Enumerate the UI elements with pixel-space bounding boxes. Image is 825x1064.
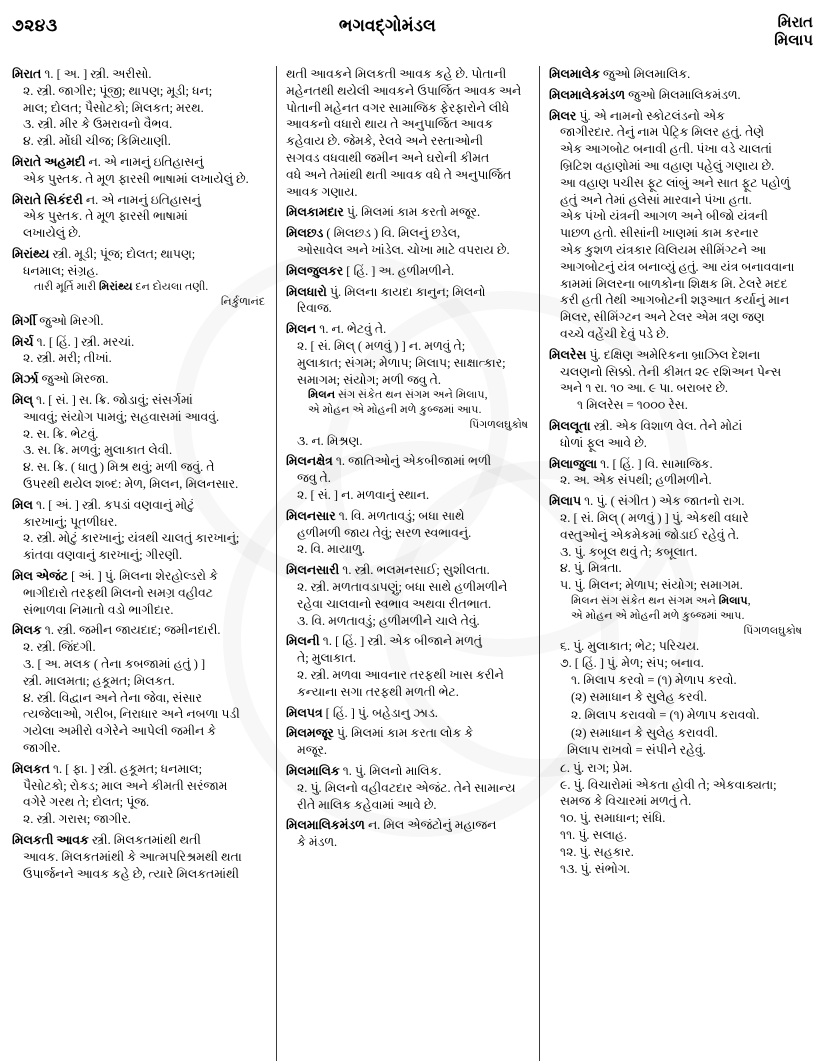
- entry-line: ચલણનો સિક્કો. તેની કીમત ૨૯ રશિઅન પેન્સ: [560, 364, 782, 379]
- entry-line: મિલલૂતા સ્ત્રી. એક વિશાળ વેલ. તેને મોટાં: [549, 418, 743, 433]
- entry-line: આવકનો વધારો થાય તે અનુપાર્જિત આવક: [286, 117, 493, 132]
- headword[interactable]: મિલમજૂર: [286, 726, 334, 741]
- entry-line: લખાયેલું છે.: [23, 226, 81, 241]
- entry-line: આવવું; સંયોગ પામવું; સહવાસમાં આવવું.: [23, 409, 220, 424]
- headword[interactable]: મિલક: [12, 623, 42, 638]
- headword[interactable]: મિરાતે અહમદી: [12, 154, 86, 169]
- entry-line: મજૂર.: [297, 743, 327, 758]
- dictionary-entry[interactable]: [286, 633, 530, 700]
- entry-line: મિલનસારી ૧. સ્ત્રી. ભલમનસાઈ; સુશીલતા.: [286, 563, 490, 578]
- dictionary-entry[interactable]: [286, 204, 530, 221]
- idiom-equation: ૧. મિલાપ કરવો = (૧) મેળાપ કરવો.: [571, 672, 737, 687]
- headword[interactable]: મિલ એજંટ: [12, 569, 69, 584]
- entry-line: કારખાનું; પૂતળીઘર.: [23, 514, 118, 529]
- headword[interactable]: મિલનસારી: [286, 563, 340, 578]
- entry-line: ૩. પું. કબૂલ થવું તે; કબૂલાત.: [560, 544, 698, 559]
- entry-line: પોતાની મહેનત વગર સામાજિક ફેરફારોને લીધે: [286, 100, 510, 115]
- dictionary-entry[interactable]: [12, 66, 267, 150]
- dictionary-entry[interactable]: [286, 817, 530, 851]
- dictionary-entry[interactable]: [286, 562, 530, 629]
- entry-line: મિલ એજંટ [ અં. ] પું. મિલના શેરહોલ્ડરો કે: [12, 569, 218, 584]
- entry-line: એક પુસ્તક. તે મૂળ ફારસી ભાષામાં: [23, 209, 188, 224]
- entry-line: જાગીર.: [23, 740, 61, 755]
- entry-line: મિલરેસ પું. દક્ષિણ અમેરિકના બ્રાઝિલ દેશના: [549, 347, 761, 362]
- entry-line: ધનમાલ; સંગ્રહ.: [23, 263, 99, 278]
- running-head: [717, 14, 813, 51]
- headword[interactable]: મિલમાલેકમંડળ: [549, 87, 626, 102]
- entry-line: હળીમળી જાય તેવું; સરળ સ્વભાવનું.: [297, 525, 472, 540]
- verse-line: એ મોહન એ મોહની મળે કુબ્જમાં આપ.: [571, 609, 745, 622]
- entry-line: સમાગમ; સંયોગ; મળી જવુ તે.: [297, 372, 441, 387]
- dictionary-entry[interactable]: [286, 763, 530, 813]
- dictionary-entry[interactable]: [12, 313, 267, 330]
- entry-spacer: [12, 882, 267, 886]
- dictionary-entry[interactable]: [12, 497, 267, 564]
- entry-line: મિરાત ૧. [ અ. ] સ્ત્રી. અરીસો.: [12, 67, 152, 81]
- headword[interactable]: મિર્ગી: [12, 313, 37, 328]
- dictionary-entry[interactable]: [12, 568, 267, 618]
- entry-line: મિલની ૧. [ હિં. ] સ્ત્રી. એક બીજાને મળતું: [286, 634, 482, 649]
- entry-line: વધે અને તેમાંથી થતી આવક વધે તે અનુપાર્જિત: [286, 167, 512, 182]
- entry-line: મિલાજુલા ૧. [ હિં. ] વિ. સામાજિક.: [549, 456, 713, 471]
- entry-line: મિલનસાર ૧. વિ. મળતાવડું; બધા સાથે: [286, 508, 465, 523]
- entry-line: ૨. સ્ત્રી. મળતાવડાપણું; બધા સાથે હળીમળીને: [297, 580, 508, 595]
- entry-line: ૩. [ અ. મલક ( તેના કબજામાં હતું ) ]: [23, 657, 206, 671]
- headword[interactable]: મિલર: [549, 108, 577, 123]
- entry-line: કન્યાના સગા તરફથી મળતી ભેટ.: [297, 684, 459, 699]
- entry-line: ત્યજેલાઓ, ગરીબ, નિરાધાર અને નબળા પડી: [23, 707, 240, 722]
- entry-line: મિલક ૧. સ્ત્રી. જમીન જાયદાદ; જમીનદારી.: [12, 623, 221, 638]
- dictionary-entry[interactable]: [549, 66, 804, 83]
- headword[interactable]: મિલન: [286, 322, 317, 337]
- entry-line: વચ્ચે વહેંચી દેવું પડે છે.: [560, 326, 669, 341]
- headword[interactable]: મિલલૂતા: [549, 418, 591, 433]
- entry-line: મિલકતી આવક સ્ત્રી. મિલકતમાંથી થતી: [12, 832, 201, 847]
- entry-line: મિલમાલિકમંડળ ન. મિલ એજંટોનું મહાજન: [286, 818, 497, 833]
- entry-line: એક પુસ્તક. તે મૂળ ફારસી ભાષામાં લખાયેલું છે.: [23, 171, 249, 186]
- dictionary-entry[interactable]: [12, 246, 267, 309]
- headword[interactable]: મિલધારો: [286, 284, 327, 299]
- idiom-equation: (૨) સમાધાન કે સુલેહ કરવી.: [571, 690, 707, 705]
- dictionary-entry[interactable]: [12, 154, 267, 188]
- headword[interactable]: મિલકતી આવક: [12, 832, 89, 847]
- entry-line: સ્ત્રી. માલમતા; હકૂમત; મિલકત.: [23, 673, 175, 688]
- verse-line: મિલન સંગ સંકેત થન સંગમ અને મિલાપ,: [571, 594, 751, 607]
- entry-line: મિલકત ૧. [ ફા. ] સ્ત્રી. હકૂમત; ધનમાલ;: [12, 761, 203, 776]
- headword[interactable]: મિલનસાર: [286, 508, 336, 523]
- entry-line: ધોળાં ફૂલ આવે છે.: [560, 435, 647, 450]
- headword[interactable]: મિલ: [12, 497, 33, 512]
- entry-line: મિલકામદાર પું. મિલમાં કામ કરતો મજૂર.: [286, 205, 481, 220]
- dictionary-entry[interactable]: [12, 371, 267, 388]
- entry-line: ૨. [ સં. મિલ્ ( મળવું ) ] ન. મળવું તે;: [297, 338, 466, 353]
- headword[interactable]: મિલની: [286, 634, 320, 649]
- entry-line: મિલપત્ર [ હિં. ] પું. બહેડાનુ ઝાડ.: [286, 705, 438, 720]
- entry-line: મિલર, સીમિંગ્ટન અને ટેલર એમ ત્રણ જણ: [560, 310, 765, 325]
- entry-line: ઓસાવેલ અને ખાંડેલ. ચોખા માટે વપરાય છે.: [297, 242, 510, 257]
- headword[interactable]: મિલમાલિકમંડળ: [286, 818, 365, 833]
- text-columns: [12, 66, 813, 1061]
- entry-line: ૫. પું. મિલન; મેળાપ; સંયોગ; સમાગમ.: [560, 578, 743, 593]
- running-head-last-entry: મિલાપ: [774, 33, 813, 50]
- headword[interactable]: મિલાજુલા: [549, 456, 598, 471]
- verse-line: એ મોહન એ મોહની મળે કુબ્જમાં આપ.: [308, 404, 482, 417]
- entry-line: ૩. સ. ક્રિ. મળવું; મુલાકાત લેવી.: [23, 443, 173, 458]
- idiom-equation: મિલાપ રાખવો = સંપીને રહેવું.: [567, 743, 706, 758]
- citation-source: પિંગળલઘુકોષ: [743, 624, 802, 637]
- quoted-verse: [549, 594, 804, 624]
- entry-line: બ્રિટિશ વહાણોમાં આ વહાણ પહેલું ગણાય છે.: [560, 158, 775, 173]
- headword[interactable]: મિલજુલકર: [286, 263, 344, 278]
- entry-line: ૧૩. પું. સંભોગ.: [560, 861, 630, 876]
- entry-line: વસ્તુઓનું એકમેકમાં જોડાઈ રહેવું તે.: [560, 527, 740, 542]
- entry-line: મિર્ઝા જુઓ મિરજા.: [12, 372, 109, 387]
- entry-line: રિવાજ.: [297, 301, 332, 316]
- entry-line: જવુ તે.: [297, 471, 331, 486]
- dictionary-entry[interactable]: [12, 392, 267, 493]
- entry-line: આવક ગણાય.: [286, 184, 358, 199]
- entry-line: ૧૧. પું. સલાહ.: [560, 828, 627, 843]
- headword[interactable]: મિલકત: [12, 761, 50, 776]
- entry-line: ૨. વિ. માયાળુ.: [297, 542, 365, 557]
- entry-line: સમજ કે વિચારમાં મળતું તે.: [560, 794, 692, 809]
- entry-line: ઉપરથી થયેલ શબ્દ: મેળ, મિલન, મિલનસાર.: [23, 477, 239, 492]
- entry-line: ગયેલા અમીરો વગેરેને આપેલી જમીન કે: [23, 724, 217, 739]
- page-header: [12, 14, 813, 64]
- entry-line: મિલમાલિક ૧. પું. મિલનો માલિક.: [286, 763, 442, 778]
- citation-source: નિર્કુળાનંદ: [220, 295, 265, 308]
- entry-line: મિલમાલેક જુઓ મિલમાલિક.: [549, 67, 691, 81]
- entry-line: પૈસોટકો; રોકડ; માલ અને કીમતી સરંજામ: [23, 778, 228, 793]
- entry-line: ભાગીદારો તરફથી મિલનો સમગ્ર વહીવટ: [23, 585, 213, 600]
- page-number: ૭૨૪૩: [12, 16, 58, 35]
- entry-line: ૨. સ. ક્રિ. ભેટવું.: [23, 426, 99, 441]
- entry-line: મિલછડ ( મિલછડ ) વિ. મિલનું છડેલ,: [286, 226, 461, 241]
- entry-line: કે મંડળ.: [297, 835, 338, 850]
- dictionary-entry[interactable]: [12, 622, 267, 756]
- idiom-equation: (૨) સમાધાન કે સુલેહ કરાવવી.: [571, 725, 718, 740]
- entry-line: માલ; દોલત; પૈસોટકો; મિલકત; મરથ.: [23, 100, 204, 115]
- headword[interactable]: મિલ્: [12, 393, 33, 408]
- entry-line: થતી આવકને મિલકતી આવક કહે છે. પોતાની: [286, 67, 507, 81]
- verse-line: તારી મૂર્તિ મારી મિરાંથ્ય દન દોયલા તણી.: [34, 280, 209, 293]
- dictionary-entry[interactable]: [286, 508, 530, 558]
- entry-line: જાગીરદાર. તેનું નામ પેટ્રિક મિલર હતું. તેણે: [560, 125, 765, 140]
- entry-line: મિર્ગી જુઓ મિરગી.: [12, 313, 104, 328]
- entry-line: ૨. સ્ત્રી. મરી; તીખાં.: [23, 351, 112, 366]
- entry-line: મિલનક્ષેત્ર ૧. જાતિઓનું એકબીજામાં ભળી: [286, 454, 492, 469]
- entry-line: મિલાપ ૧. પું. ( સંગીત ) એક જાતનો રાગ.: [549, 494, 745, 509]
- headword[interactable]: મિર્ચ: [12, 334, 34, 349]
- entry-line: ૯. પું. વિચારોમાં એકતા હોવી તે; એકવાક્યતા;: [560, 777, 777, 792]
- verse-line: મિલન સંગ સંકેત થન સંગમ અને મિલાપ,: [308, 389, 488, 402]
- entry-line: મિલન ૧. ન. ભેટવું તે.: [286, 322, 387, 337]
- entry-line: કરી હતી તેથી આગબોટની શરૂઆત કર્યાનું માન: [560, 293, 790, 308]
- entry-line: મિલર પું. એ નામનો સ્કોટલંડનો એક: [549, 108, 725, 123]
- dictionary-entry[interactable]: [286, 725, 530, 759]
- dictionary-entry[interactable]: [12, 832, 267, 882]
- dictionary-entry[interactable]: [286, 705, 530, 722]
- entry-line: મિલ્ ૧. [ સં. ] સ. ક્રિ. જોડાવું; સંસર્ગમાં: [12, 393, 193, 408]
- headword[interactable]: મિલરેસ: [549, 347, 587, 362]
- entry-line: ૮. પું. રાગ; પ્રેમ.: [560, 760, 633, 775]
- unit-conversion: ૧ મિલરેસ = ૧૦૦૦ રેસ.: [577, 398, 688, 413]
- entry-line: આવક. મિલકતમાંથી કે આત્મપરિશ્રમથી થતા: [23, 849, 242, 864]
- entry-line: ૨. અ. એક સંપથી; હળીમળીને.: [560, 473, 712, 488]
- entry-line: ૪. સ્ત્રી. વિદ્વાન અને તેના જેવા, સંસાર: [23, 690, 202, 705]
- entry-line: આગબોટનું યંત્ર બનાવ્યું હતું. આ યંત્ર બનાવવાના: [560, 259, 795, 274]
- entry-line: મહેનતથી થયેલી આવકને ઉપાર્જિત આવક અને: [286, 83, 522, 98]
- entry-line: ૩. ન. મિશ્રણ.: [297, 433, 363, 448]
- entry-line: ૨. પું. મિલનો વહીવટદાર એજંટ. તેને સામાન્ય: [297, 780, 516, 795]
- entry-line: રહેવા ચાલવાનો સ્વભાવ અથવા રીતભાત.: [297, 596, 492, 611]
- entry-line: ૩. સ્ત્રી. મીર કે ઉમરાવનો વૈભવ.: [23, 117, 173, 132]
- entry-line: ૩. વિ. મળતાવડું; હળીમળીને ચાલે તેવું.: [297, 613, 480, 628]
- book-title: ભગવદ્‌ગોમંડલ: [338, 16, 436, 35]
- entry-line: ૭. [ હિં. ] પું. મેળ; સંપ; બનાવ.: [560, 656, 704, 670]
- headword[interactable]: મિલાપ: [549, 494, 581, 509]
- entry-line: ૪. સ. ક્રિ. ( ધાતુ ) મિશ્ર થવું; મળી જવું. તે: [23, 460, 215, 475]
- running-head-first-entry: મિરાત: [777, 15, 813, 31]
- entry-line: કામમાં મિલરના બાળકોના શિક્ષક મિ. ટેલરે મદદ: [560, 276, 788, 291]
- entry-spacer: [286, 851, 530, 855]
- entry-line: મિલ ૧. [ અં. ] સ્ત્રી. કપડાં વણવાનું મોટું: [12, 497, 195, 512]
- headword[interactable]: મિલછડ: [286, 226, 324, 241]
- dictionary-entry[interactable]: [286, 321, 530, 449]
- entry-line: મુલાકાત; સંગમ; મેળાપ; મિલાપ; સાક્ષાત્કાર;: [297, 355, 506, 370]
- entry-line: એક આગબોટ બનાવી હતી. પંખા વડે ચાલતાં: [560, 142, 772, 157]
- entry-line: મિલમાલેકમંડળ જુઓ મિલમાલિકમંડળ.: [549, 87, 741, 102]
- entry-spacer: [549, 877, 804, 881]
- dictionary-entry[interactable]: [549, 108, 804, 343]
- entry-line: પાછળ હતો. સીસાંની ખાણમાં કામ કરનાર: [560, 226, 759, 241]
- entry-line: હતું અને તેમાં હલેસાં મારવાને પંખા હતા.: [560, 192, 752, 207]
- entry-line: સંભાળવા નિમાતો વડો ભાગીદાર.: [23, 602, 174, 617]
- entry-line: કહેવાય છે. જેમકે, રેલવે અને રસ્તાઓની: [286, 134, 484, 149]
- entry-line: મિરાતે સિકંદરી ન. એ નામનું ઇતિહાસનું: [12, 192, 201, 207]
- dictionary-entry[interactable]: [286, 225, 530, 259]
- entry-line: આ વહાણ પચીસ ફૂટ લાંબું અને સાત ફૂટ પહોળું: [560, 175, 791, 190]
- dictionary-entry[interactable]: [12, 761, 267, 828]
- entry-line: મિરાંથ્ય સ્ત્રી. મૂડી; પૂંજ; દોલત; થાપણ;: [12, 246, 196, 261]
- headword[interactable]: મિર્ઝા: [12, 372, 39, 387]
- dictionary-entry[interactable]: [12, 192, 267, 242]
- dictionary-entry[interactable]: [549, 418, 804, 452]
- entry-line: ૨. સ્ત્રી. ગરાસ; જાગીર.: [23, 812, 131, 827]
- entry-line: મિલમજૂર પું. મિલમાં કામ કરતા લોક કે: [286, 726, 474, 741]
- headword[interactable]: મિલમાલિક: [286, 763, 340, 778]
- headword[interactable]: મિલકામદાર: [286, 205, 344, 220]
- entry-line: મિર્ચ ૧. [ હિં. ] સ્ત્રી. મરચાં.: [12, 334, 135, 349]
- entry-line: ૨. સ્ત્રી. જિંદગી.: [23, 640, 96, 655]
- entry-line: અને ૧ રા. ૧૦ આ. ૯ પા. બરાબર છે.: [560, 381, 729, 396]
- entry-line: મિલધારો પું. મિલના કાયદા કાનુન; મિલનો: [286, 284, 486, 299]
- entry-line: ૨. [ સં. મિલ્ ( મળવું ) ] પું. એકથી વધારે: [560, 510, 749, 525]
- dictionary-entry[interactable]: [286, 66, 530, 200]
- quoted-verse: [286, 388, 530, 418]
- column-2: [276, 66, 540, 1061]
- dictionary-entry[interactable]: [286, 263, 530, 280]
- headword[interactable]: મિલનક્ષેત્ર: [286, 454, 333, 469]
- entry-line: ઉપાર્જનને આવક કહે છે, ત્યારે મિલકતમાંથી: [23, 866, 240, 881]
- entry-line: તે; મુલાકાત.: [297, 651, 357, 666]
- dictionary-entry[interactable]: [286, 453, 530, 503]
- entry-line: વગેરે ગરથ તે; દોલત; પૂંજ.: [23, 795, 150, 810]
- dictionary-entry[interactable]: [549, 87, 804, 104]
- headword[interactable]: મિરાતે સિકંદરી: [12, 192, 83, 207]
- dictionary-entry[interactable]: [549, 347, 804, 414]
- entry-line: ૨. સ્ત્રી. મોટું કારખાનું; યંત્રથી ચાલતું કારખાનું;: [23, 531, 240, 546]
- entry-line: એક કુશળ યંત્રકાર વિલિયમ સીમિંગ્ટને આ: [560, 242, 767, 257]
- column-1: [12, 66, 276, 1061]
- dictionary-entry[interactable]: [549, 456, 804, 490]
- headword[interactable]: મિલપત્ર: [286, 705, 323, 720]
- entry-line: ૨. સ્ત્રી. મળવા આવનાર તરફથી ખાસ કરીને: [297, 668, 504, 682]
- dictionary-entry[interactable]: [549, 493, 804, 877]
- citation-source: પિંગળલઘુકોષ: [469, 419, 528, 432]
- headword[interactable]: મિરાંથ્ય: [12, 246, 50, 261]
- entry-line: ૪. સ્ત્રી. મોંઘી ચીજ; કિમિયાણી.: [23, 134, 171, 149]
- headword[interactable]: મિરાત: [12, 67, 42, 81]
- entry-line: મિરાતે અહમદી ન. એ નામનું ઇતિહાસનું: [12, 154, 204, 169]
- dictionary-entry[interactable]: [286, 284, 530, 318]
- dictionary-entry[interactable]: [12, 334, 267, 368]
- entry-line: ૨. [ સં. ] ન. મળવાનું સ્થાન.: [297, 488, 430, 503]
- column-3: [540, 66, 804, 1061]
- entry-line: ૨. સ્ત્રી. જાગીર; પૂંજી; થાપણ; મૂડી; ધન;: [23, 83, 213, 98]
- entry-line: ૬. પું. મુલાકાત; ભેટ; પરિચય.: [560, 639, 700, 654]
- entry-line: ૧૦. પું. સમાધાન; સંધિ.: [560, 811, 666, 826]
- entry-line: ૧૨. પું. સહકાર.: [560, 844, 634, 859]
- entry-line: રીતે માલિક કહેવામાં આવે છે.: [297, 797, 437, 812]
- entry-line: એક પંખો યંત્રની આગળ અને બીજો યંત્રની: [560, 209, 768, 224]
- headword[interactable]: મિલમાલેક: [549, 67, 600, 81]
- entry-line: ૪. પું. મિત્રતા.: [560, 561, 622, 576]
- entry-line: મિલજુલકર [ હિં. ] અ. હળીમળીને.: [286, 263, 455, 278]
- quoted-verse: [12, 280, 267, 295]
- entry-line: કાંતવા વણવાનું કારખાનું; ગીરણી.: [23, 548, 183, 563]
- idiom-equation: ૨. મિલાપ કરાવવો = (૧) મેળાપ કરાવવો.: [571, 708, 760, 723]
- entry-line: સગવડ વધવાથી જમીન અને ઘરોની કીમત: [286, 150, 490, 165]
